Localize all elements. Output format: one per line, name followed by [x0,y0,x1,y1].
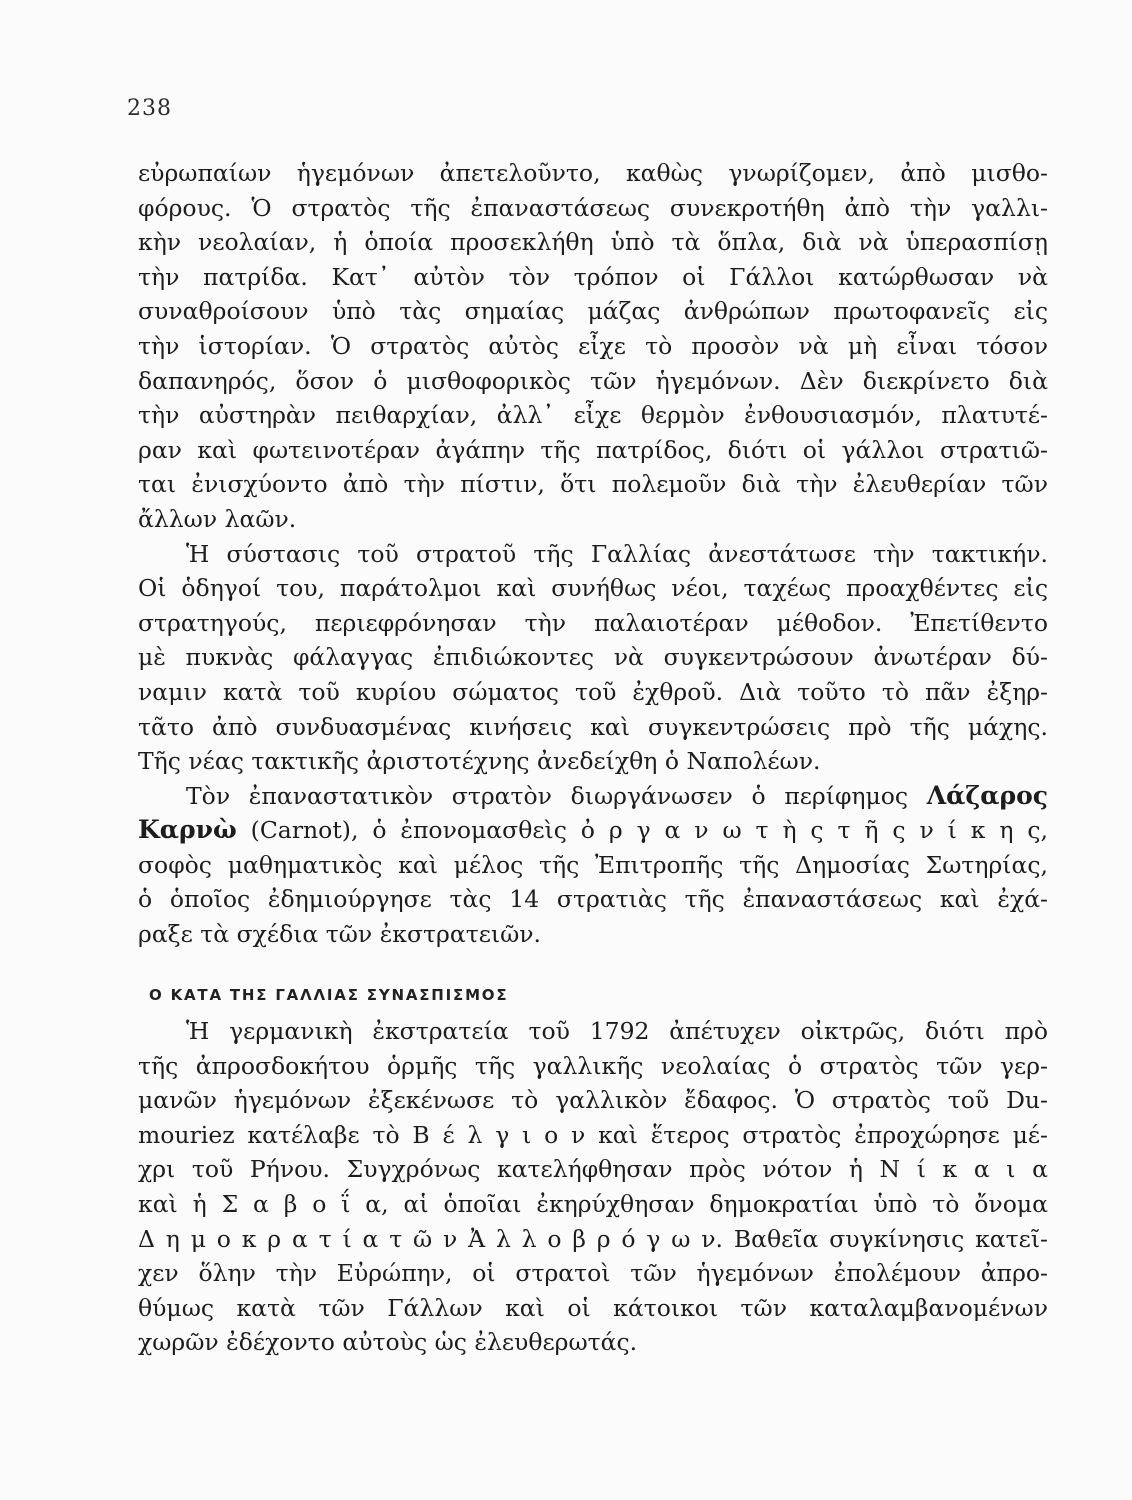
text-line: Τῆς νέας τακτικῆς ἀριστοτέχνης ἀνεδείχθη ὁ Ναπολέων. [138,747,821,776]
section-heading: Ο ΚΑΤΑ ΤΗΣ ΓΑΛΛΙΑΣ ΣΥΝΑΣΠΙΣΜΟΣ [149,986,509,1004]
page-number: 238 [127,96,172,121]
text-line: Ἡ σύστασις τοῦ στρατοῦ τῆς Γαλλίας ἀνεστάτωσε τὴν τακτικήν. [186,539,1048,568]
text-line: Οἱ ὁδηγοί του, παράτολμοι καὶ συνήθως νέοι, ταχέως προαχθέντες εἰς [138,574,1048,603]
text-line: χρι τοῦ Ρήνου. Συγχρόνως κατελήφθησαν πρὸς νότον ἡ Ν ί κ α ι α [138,1155,1048,1184]
text-line: τὴν αὐστηρὰν πειθαρχίαν, ἀλλ᾽ εἶχε θερμὸν ἐνθουσιασμόν, πλατυτέ- [138,401,1048,430]
text-line: μὲ πυκνὰς φάλαγγας ἐπιδιώκοντες νὰ συγκεντρώσουν ἀνωτέραν δύ- [138,643,1048,672]
text-line: τὴν ἱστορίαν. Ὁ στρατὸς αὐτὸς εἶχε τὸ προσὸν νὰ μὴ εἶναι τόσον [138,331,1048,360]
text-line: θύμως κατὰ τῶν Γάλλων καὶ οἱ κάτοικοι τῶν καταλαμβανομένων [138,1293,1048,1322]
bold-name: Καρνὼ [138,815,237,845]
text-line: Δ η μ ο κ ρ α τ ί α τ ῶ ν Ἀ λ λ ο β ρ ό γ ω ν. Βαθεῖα συγκίνησις κατεῖ- [138,1224,1048,1253]
text-line: μανῶν ἡγεμόνων ἐξεκένωσε τὸ γαλλικὸν ἔδαφος. Ὁ στρατὸς τοῦ Du- [138,1086,1048,1115]
text-line: ἄλλων λαῶν. [138,504,297,533]
text-line: χωρῶν ἐδέχοντο αὐτοὺς ὡς ἐλευθερωτάς. [138,1328,638,1357]
text-line: καὶ ἡ Σ α β ο ΐ α, αἱ ὁποῖαι ἐκηρύχθησαν δημοκρατίαι ὑπὸ τὸ ὄνομα [138,1189,1048,1218]
text-line: τῆς ἀπροσδοκήτου ὁρμῆς τῆς γαλλικῆς νεολαίας ὁ στρατὸς τῶν γερ- [138,1051,1048,1080]
text-line: ναμιν κατὰ τοῦ κυρίου σώματος τοῦ ἐχθροῦ. Διὰ τοῦτο τὸ πᾶν ἐξηρ- [138,677,1048,706]
text-line: χεν ὅλην τὴν Εὐρώπην, οἱ στρατοὶ τῶν ἡγεμόνων ἐπολέμουν ἀπρο- [138,1259,1048,1288]
text-line: κὴν νεολαίαν, ἡ ὁποία προσεκλήθη ὑπὸ τὰ ὅπλα, διὰ νὰ ὑπερασπίσῃ [138,228,1048,257]
text-line: ὁ ὁποῖος ἐδημιούργησε τὰς 14 στρατιὰς τῆς ἐπαναστάσεως καὶ ἐχά- [138,885,1048,914]
text-line: σοφὸς μαθηματικὸς καὶ μέλος τῆς Ἐπιτροπῆς τῆς Δημοσίας Σωτηρίας, [138,850,1048,879]
text-line: συναθροίσουν ὑπὸ τὰς σημαίας μάζας ἀνθρώπων πρωτοφανεῖς εἰς [138,297,1048,326]
body-text-lower [138,1014,1048,1360]
bold-name: Λάζαρος [926,780,1048,810]
text-line: ραξε τὰ σχέδια τῶν ἐκστρατειῶν. [138,920,542,949]
text-line: εὐρωπαίων ἡγεμόνων ἀπετελοῦντο, καθὼς γνωρίζομεν, ἀπὸ μισθο- [138,159,1048,187]
text-line: mouriez κατέλαβε τὸ Β έ λ γ ι ο ν καὶ ἕτερος στρατὸς ἐπροχώρησε μέ- [138,1120,1048,1149]
text-line [138,813,1048,848]
text-line: ραν καὶ φωτεινοτέραν ἀγάπην τῆς πατρίδος, διότι οἱ γάλλοι στρατιῶ- [138,435,1048,464]
body-text-upper [138,156,1048,952]
text-line: φόρους. Ὁ στρατὸς τῆς ἐπαναστάσεως συνεκροτήθη ἀπὸ τὴν γαλλι- [138,193,1048,222]
text-line: στρατηγούς, περιεφρόνησαν τὴν παλαιοτέραν μέθοδον. Ἐπετίθεντο [138,608,1048,637]
text-fragment: Τὸν ἐπαναστατικὸν στρατὸν διωργάνωσεν ὁ περίφημος [186,781,909,810]
text-line: τὴν πατρίδα. Κατ᾽ αὐτὸν τὸν τρόπον οἱ Γάλλοι κατώρθωσαν νὰ [138,262,1048,291]
text-line [138,779,1048,814]
text-line: Ἡ γερμανικὴ ἐκστρατεία τοῦ 1792 ἀπέτυχεν οἰκτρῶς, διότι πρὸ [186,1017,1048,1045]
text-fragment: (Carnot), ὁ ἐπονομασθεὶς ὀ ρ γ α ν ω τ ὴ ς τ ῆ ς ν ί κ η ς, [250,816,1048,845]
text-line: ται ἐνισχύοντο ἀπὸ τὴν πίστιν, ὅτι πολεμοῦν διὰ τὴν ἐλευθερίαν τῶν [138,470,1048,499]
text-line: τᾶτο ἀπὸ συνδυασμένας κινήσεις καὶ συγκεντρώσεις πρὸ τῆς μάχης. [138,712,1048,741]
text-line: δαπανηρός, ὅσον ὁ μισθοφορικὸς τῶν ἡγεμόνων. Δὲν διεκρίνετο διὰ [138,366,1048,395]
